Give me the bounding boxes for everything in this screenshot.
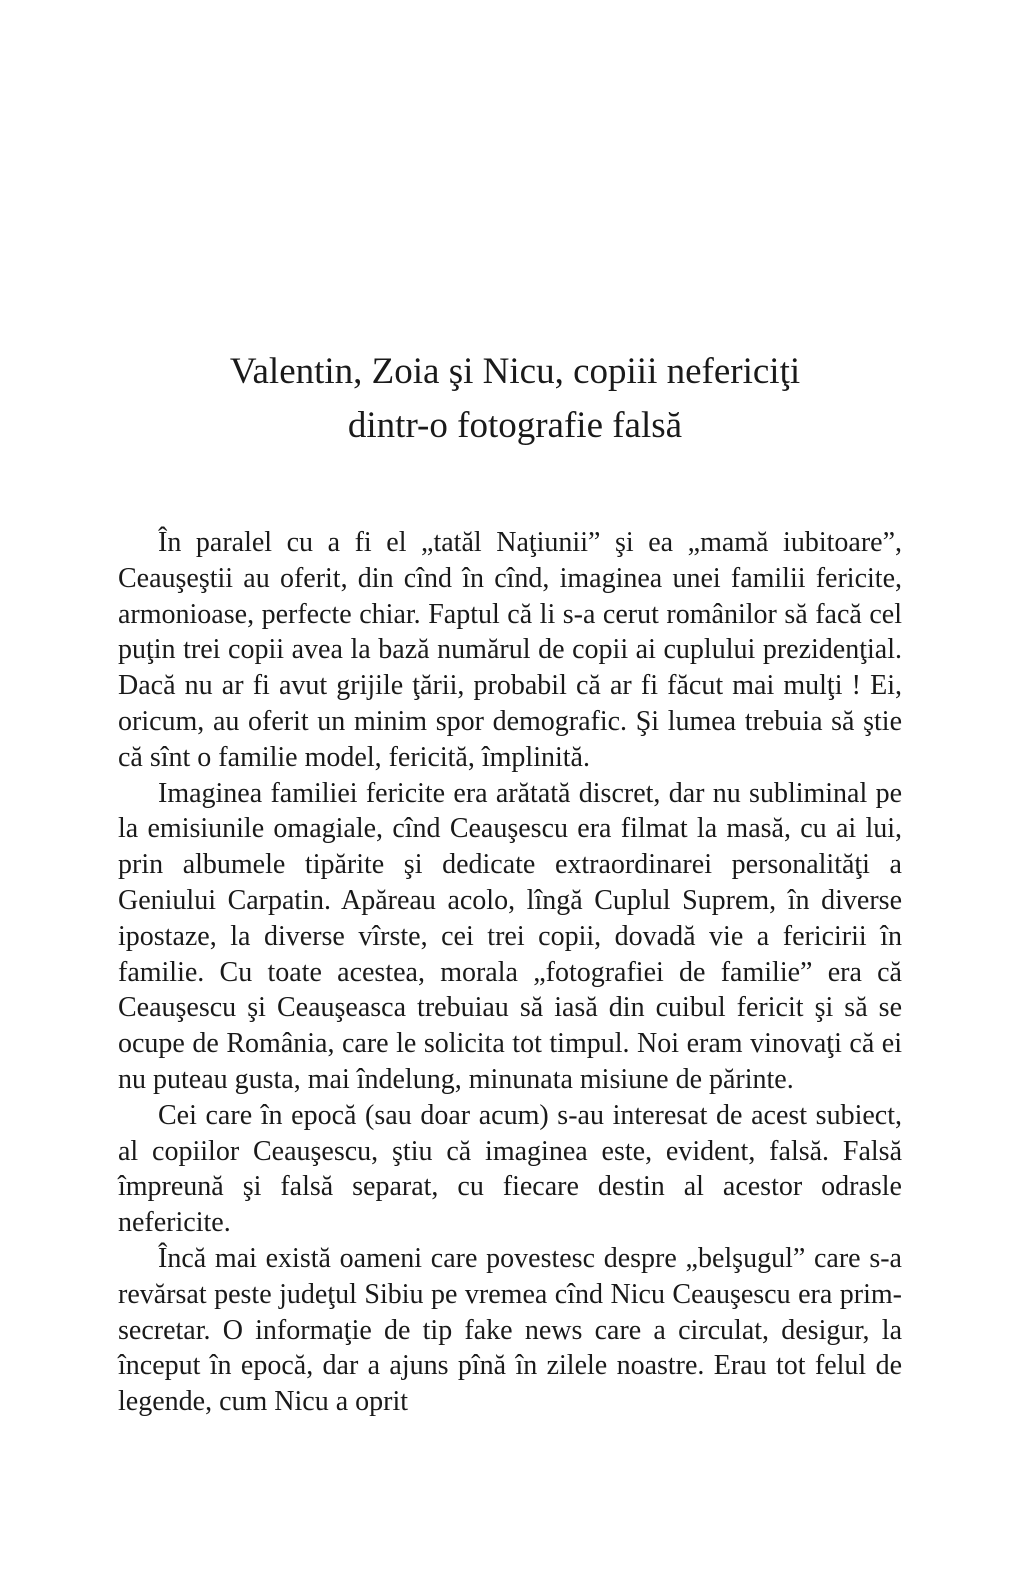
chapter-title-line-2: dintr-o fotografie falsă <box>347 405 683 446</box>
body-text <box>118 525 902 1420</box>
chapter-title-line-1: Valentin, Zoia şi Nicu, copiii nefericiţi <box>229 351 801 392</box>
paragraph-1: În paralel cu a fi el „tatăl Naţiunii” şi ea „mamă iubitoare”, Ceauşeştii au oferit, din cînd în cînd, imaginea unei familii fericite, armonioase, perfecte chiar. Faptul că li s-a cerut românilor să facă cel puţin trei copii avea la bază numărul de copii ai cuplului prezidenţial. Dacă nu ar fi avut grijile ţării, probabil că ar fi făcut mai mulţi ! Ei, oricum, au oferit un minim spor demografic. Şi lumea trebuia să ştie că sînt o familie model, fericită, împlinită. <box>118 527 902 773</box>
chapter-title <box>100 345 930 453</box>
paragraph-2: Imaginea familiei fericite era arătată discret, dar nu subliminal pe la emisiunile omagiale, cînd Ceauşescu era filmat la masă, cu ai lui, prin albumele tipărite şi dedicate extraordinarei personalităţi a Geniului Carpatin. Apăreau acolo, lîngă Cuplul Suprem, în diverse ipostaze, la diverse vîrste, cei trei copii, dovadă vie a fericirii în familie. Cu toate acestea, morala „fotografiei de familie” era că Ceauşescu şi Ceauşeasca trebuiau să iasă din cuibul fericit şi să se ocupe de România, care le solicita tot timpul. Noi eram vinovaţi că ei nu puteau gusta, mai îndelung, minunata misiune de părinte. <box>118 777 902 1095</box>
paragraph-4: Încă mai există oameni care povestesc despre „belşugul” care s-a revărsat peste judeţul Sibiu pe vremea cînd Nicu Ceauşescu era prim-secretar. O informaţie de tip fake news care a circulat, desigur, la început în epocă, dar a ajuns pînă în zilele noastre. Erau tot felul de legende, cum Nicu a oprit <box>118 1242 902 1418</box>
paragraph-3: Cei care în epocă (sau doar acum) s-au interesat de acest subiect, al copiilor Ceauşescu, ştiu că imaginea este, evident, falsă. Falsă împreună şi falsă separat, cu fiecare destin al acestor odrasle nefericite. <box>118 1099 902 1239</box>
